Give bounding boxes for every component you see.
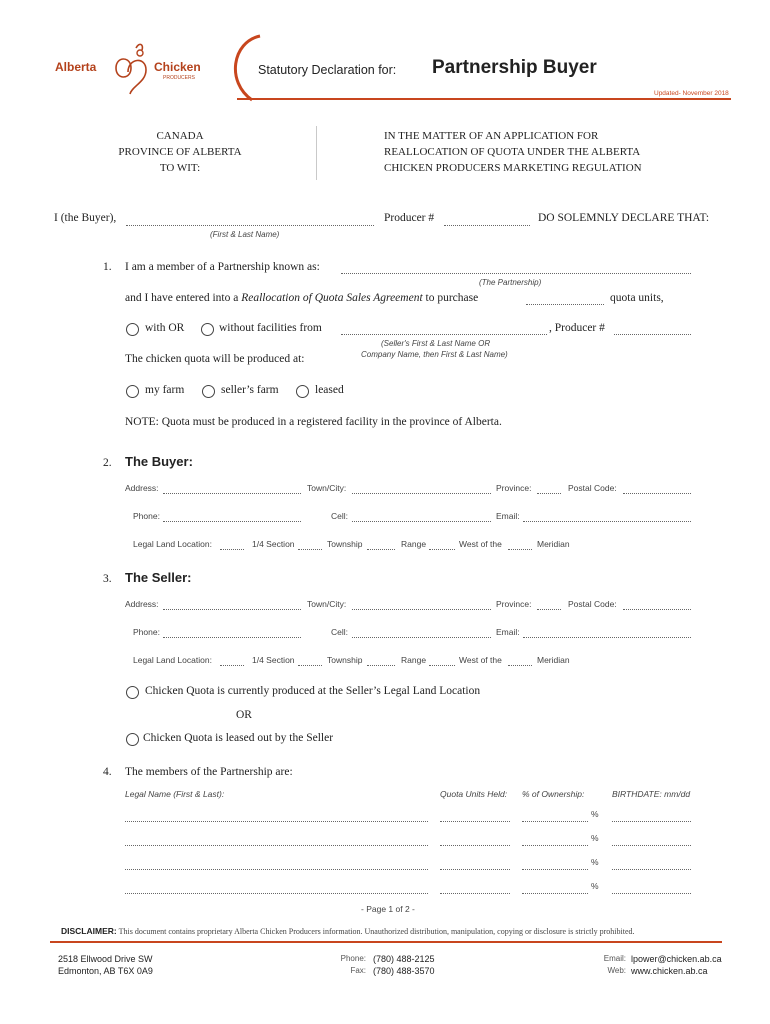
page-title: Partnership Buyer xyxy=(432,57,597,78)
buyer-range-label: Range xyxy=(401,539,427,549)
sellers-farm-label: seller’s farm xyxy=(221,384,279,396)
buyer-postal-field[interactable] xyxy=(623,493,691,494)
sellers-farm-radio[interactable] xyxy=(202,385,215,398)
footer-address-street: 2518 Ellwood Drive SW xyxy=(58,954,153,964)
matter-line-1: IN THE MATTER OF AN APPLICATION FOR xyxy=(384,130,599,142)
header-rule xyxy=(237,98,731,100)
with-facilities-radio[interactable] xyxy=(126,323,139,336)
leased-radio[interactable] xyxy=(296,385,309,398)
member-1-name-field[interactable] xyxy=(125,821,428,822)
member-2-ownership-field[interactable] xyxy=(522,845,588,846)
col-ownership: % of Ownership: xyxy=(522,789,585,799)
my-farm-radio[interactable] xyxy=(126,385,139,398)
col-quota-units: Quota Units Held: xyxy=(440,789,508,799)
footer-contact-values xyxy=(631,953,722,977)
seller-range-label: Range xyxy=(401,655,427,665)
seller-phone-label: Phone: xyxy=(133,627,160,637)
seller-west-label: West of the xyxy=(459,655,502,665)
footer-phone-values xyxy=(373,953,435,977)
quota-units-field[interactable] xyxy=(526,304,604,305)
footer-phone: (780) 488-2125 xyxy=(373,954,435,964)
seller-province-label: Province: xyxy=(496,599,532,609)
member-1-percent: % xyxy=(591,809,599,819)
member-4-units-field[interactable] xyxy=(440,893,510,894)
seller-address-field[interactable] xyxy=(163,609,301,610)
updated-date: Updated- November 2018 xyxy=(654,90,729,97)
jurisdiction-right xyxy=(384,128,642,176)
seller-province-field[interactable] xyxy=(537,609,561,610)
section-1-number: 1. xyxy=(103,261,112,273)
buyer-meridian-field[interactable] xyxy=(508,549,532,550)
member-4-percent: % xyxy=(591,881,599,891)
footer-web-label: Web: xyxy=(607,966,626,975)
agreement-text-pre: and I have entered into a xyxy=(125,292,242,304)
title-prefix: Statutory Declaration for: xyxy=(258,63,397,77)
buyer-west-label: West of the xyxy=(459,539,502,549)
seller-caption-2: Company Name, then First & Last Name) xyxy=(361,350,508,359)
disclaimer-label: DISCLAIMER: xyxy=(61,926,117,936)
jurisdiction-country: CANADA xyxy=(156,130,204,142)
jurisdiction-province: PROVINCE OF ALBERTA xyxy=(118,146,242,158)
matter-line-3: CHICKEN PRODUCERS MARKETING REGULATION xyxy=(384,162,642,174)
footer-email-link[interactable]: lpower@chicken.ab.ca xyxy=(631,954,722,964)
agreement-title: Reallocation of Quota Sales Agreement xyxy=(241,292,423,304)
my-farm-label: my farm xyxy=(145,384,185,396)
buyer-address-field[interactable] xyxy=(163,493,301,494)
member-3-name-field[interactable] xyxy=(125,869,428,870)
seller-section-title: The Seller: xyxy=(125,570,192,585)
footer-phone-label: Phone: xyxy=(340,954,366,963)
buyer-township-field[interactable] xyxy=(367,549,395,550)
buyer-quarter-label: 1/4 Section xyxy=(252,539,295,549)
without-facilities-label: without facilities from xyxy=(219,322,322,334)
member-4-name-field[interactable] xyxy=(125,893,428,894)
partnership-label: I am a member of a Partnership known as: xyxy=(125,261,320,273)
seller-phone-field[interactable] xyxy=(163,637,301,638)
seller-lll-quarter-field[interactable] xyxy=(220,665,244,666)
seller-postal-field[interactable] xyxy=(623,609,691,610)
member-1-ownership-field[interactable] xyxy=(522,821,588,822)
footer-fax: (780) 488-3570 xyxy=(373,966,435,976)
quota-units-label: quota units, xyxy=(610,292,664,304)
buyer-address-label: Address: xyxy=(125,483,159,493)
seller-town-field[interactable] xyxy=(352,609,491,610)
seller-caption-1: (Seller's First & Last Name OR xyxy=(381,339,491,348)
footer-fax-label: Fax: xyxy=(350,966,366,975)
buyer-lll-quarter-field[interactable] xyxy=(220,549,244,550)
buyer-phone-label: Phone: xyxy=(133,511,160,521)
seller-township-field[interactable] xyxy=(367,665,395,666)
buyer-email-field[interactable] xyxy=(523,521,691,522)
seller-email-label: Email: xyxy=(496,627,520,637)
member-1-units-field[interactable] xyxy=(440,821,510,822)
buyer-meridian-label: Meridian xyxy=(537,539,570,549)
partnership-caption: (The Partnership) xyxy=(479,278,542,287)
agreement-sentence xyxy=(125,292,478,304)
declare-text: DO SOLEMNLY DECLARE THAT: xyxy=(538,212,710,224)
logo-text-producers: PRODUCERS xyxy=(163,75,195,81)
seller-name-field[interactable] xyxy=(341,334,547,335)
member-2-units-field[interactable] xyxy=(440,845,510,846)
buyer-cell-label: Cell: xyxy=(331,511,349,521)
buyer-producer-label: Producer # xyxy=(384,212,435,224)
buyer-postal-label: Postal Code: xyxy=(568,483,617,493)
buyer-province-field[interactable] xyxy=(537,493,561,494)
logo-text-alberta: Alberta xyxy=(55,60,97,74)
footer-web-link[interactable]: www.chicken.ab.ca xyxy=(631,966,708,976)
member-2-name-field[interactable] xyxy=(125,845,428,846)
jurisdiction-divider xyxy=(316,126,317,180)
partnership-name-field[interactable] xyxy=(341,273,691,274)
seller-town-label: Town/City: xyxy=(307,599,347,609)
seller-lll-label: Legal Land Location: xyxy=(133,655,212,665)
seller-email-field[interactable] xyxy=(523,637,691,638)
seller-cell-field[interactable] xyxy=(352,637,491,638)
jurisdiction-left xyxy=(100,128,260,176)
buyer-township-label: Township xyxy=(327,539,363,549)
seller-postal-label: Postal Code: xyxy=(568,599,617,609)
disclaimer-text: This document contains proprietary Alberta Chicken Producers information. Unauthorized distribution, manipulation, copying or disclosure is strictly prohibited. xyxy=(118,927,635,936)
page-number: - Page 1 of 2 - xyxy=(361,904,415,914)
footer-email-label: Email: xyxy=(603,954,626,963)
chicken-logo-icon xyxy=(106,38,156,98)
seller-section-field[interactable] xyxy=(298,665,322,666)
leased-label: leased xyxy=(315,384,344,396)
seller-cell-label: Cell: xyxy=(331,627,349,637)
buyer-cell-field[interactable] xyxy=(352,521,491,522)
members-intro: The members of the Partnership are: xyxy=(125,766,293,778)
quota-leased-out-radio[interactable] xyxy=(126,733,139,746)
member-3-birthdate-field[interactable] xyxy=(612,869,691,870)
seller-quarter-label: 1/4 Section xyxy=(252,655,295,665)
buyer-lll-label: Legal Land Location: xyxy=(133,539,212,549)
member-2-percent: % xyxy=(591,833,599,843)
seller-range-field[interactable] xyxy=(429,665,455,666)
footer-address-city: Edmonton, AB T6X 0A9 xyxy=(58,966,153,976)
quota-currently-produced-radio[interactable] xyxy=(126,686,139,699)
member-4-birthdate-field[interactable] xyxy=(612,893,691,894)
section-3-number: 3. xyxy=(103,573,112,585)
buyer-phone-field[interactable] xyxy=(163,521,301,522)
footer-contact-labels xyxy=(584,953,626,977)
member-3-ownership-field[interactable] xyxy=(522,869,588,870)
disclaimer xyxy=(61,926,635,936)
member-4-ownership-field[interactable] xyxy=(522,893,588,894)
seller-producer-label: , Producer # xyxy=(549,322,605,334)
member-1-birthdate-field[interactable] xyxy=(612,821,691,822)
quota-currently-produced-label: Chicken Quota is currently produced at the Seller’s Legal Land Location xyxy=(145,685,481,697)
member-3-units-field[interactable] xyxy=(440,869,510,870)
buyer-town-label: Town/City: xyxy=(307,483,347,493)
without-facilities-radio[interactable] xyxy=(201,323,214,336)
member-3-percent: % xyxy=(591,857,599,867)
section-4-number: 4. xyxy=(103,766,112,778)
facility-note: NOTE: Quota must be produced in a registered facility in the province of Alberta. xyxy=(125,416,502,428)
logo xyxy=(50,38,210,98)
produced-at-label: The chicken quota will be produced at: xyxy=(125,353,305,365)
seller-meridian-field[interactable] xyxy=(508,665,532,666)
footer-address xyxy=(58,953,153,977)
buyer-label: I (the Buyer), xyxy=(54,212,117,224)
buyer-name-field[interactable] xyxy=(126,225,374,226)
buyer-section-title: The Buyer: xyxy=(125,454,193,469)
col-legal-name: Legal Name (First & Last): xyxy=(125,789,225,799)
buyer-name-caption: (First & Last Name) xyxy=(210,230,280,239)
member-2-birthdate-field[interactable] xyxy=(612,845,691,846)
seller-address-label: Address: xyxy=(125,599,159,609)
or-label: OR xyxy=(236,709,252,721)
seller-meridian-label: Meridian xyxy=(537,655,570,665)
buyer-email-label: Email: xyxy=(496,511,520,521)
buyer-section-field[interactable] xyxy=(298,549,322,550)
seller-township-label: Township xyxy=(327,655,363,665)
matter-line-2: REALLOCATION OF QUOTA UNDER THE ALBERTA xyxy=(384,146,641,158)
seller-producer-number-field[interactable] xyxy=(614,334,691,335)
section-2-number: 2. xyxy=(103,457,112,469)
buyer-producer-number-field[interactable] xyxy=(444,225,530,226)
buyer-town-field[interactable] xyxy=(352,493,491,494)
with-or-label: with OR xyxy=(145,322,185,334)
buyer-province-label: Province: xyxy=(496,483,532,493)
logo-text-chicken: Chicken xyxy=(154,60,201,74)
footer-phone-labels xyxy=(326,953,366,977)
buyer-range-field[interactable] xyxy=(429,549,455,550)
quota-leased-out-label: Chicken Quota is leased out by the Seller xyxy=(143,732,334,744)
jurisdiction-to-wit: TO WIT: xyxy=(159,162,201,174)
footer-rule xyxy=(50,941,722,943)
agreement-text-post: to purchase xyxy=(422,292,479,304)
col-birthdate: BIRTHDATE: mm/dd xyxy=(612,789,691,799)
